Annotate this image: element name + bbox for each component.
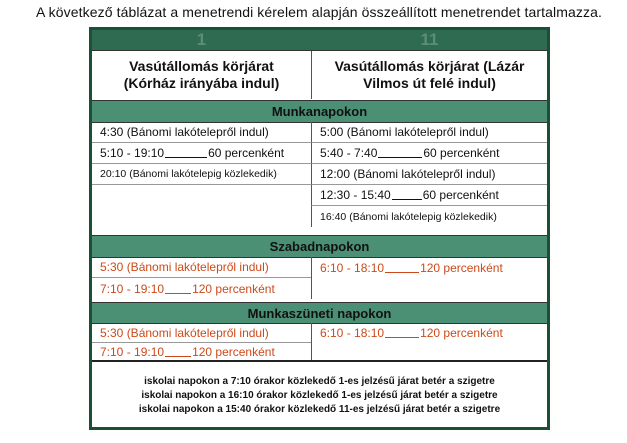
holiday-left-2 xyxy=(92,343,311,360)
section-holiday-label: Munkaszüneti napokon xyxy=(247,305,392,321)
saturday-right-1 xyxy=(311,257,547,278)
workday-row-2 xyxy=(92,143,547,164)
note-1: iskolai napokon a 7:10 órakor közlekedő 1-es jelzésű járat betér a szigetre xyxy=(144,376,495,387)
holiday-left-2-range: 7:10 - 19:10 xyxy=(100,344,165,359)
fill-line xyxy=(165,284,191,294)
route-title-11-line2: Vilmos út felé indul) xyxy=(363,75,496,91)
saturday-right-2-empty xyxy=(311,278,547,299)
section-holiday xyxy=(92,302,547,324)
note-2: iskolai napokon a 16:10 órakor közlekedő 1-es jelzésű járat betér a szigetre xyxy=(141,390,498,401)
section-saturday xyxy=(92,235,547,258)
workday-right-4-freq: 60 percenként xyxy=(422,188,499,202)
workday-left-2-range: 5:10 - 19:10 xyxy=(100,146,165,160)
workday-left-4-empty xyxy=(92,185,311,206)
route-title-1 xyxy=(92,51,311,99)
workday-left-2-freq: 60 percenként xyxy=(208,146,285,160)
saturday-left-2 xyxy=(92,278,311,299)
intro-text: A következő táblázat a menetrendi kérelem alapján összeállított menetrendet tartalmazza. xyxy=(36,4,602,20)
fill-line xyxy=(385,328,419,338)
fill-line xyxy=(385,263,419,273)
saturday-row-1 xyxy=(92,257,547,278)
school-day-notes xyxy=(92,360,547,429)
route-number-row xyxy=(92,30,547,50)
workday-right-2-range: 5:40 - 7:40 xyxy=(320,146,378,160)
fill-line xyxy=(165,347,191,357)
saturday-left-2-freq: 120 percenként xyxy=(192,281,275,296)
workday-row-4 xyxy=(92,185,547,206)
workday-right-3: 12:00 (Bánomi lakótelepről indul) xyxy=(311,164,547,185)
note-3: iskolai napokon a 15:40 órakor közlekedő 11-es jelzésű járat betér a szigetre xyxy=(138,404,501,415)
route-title-1-line1: Vasútállomás körjárat xyxy=(129,58,274,74)
workday-row-1 xyxy=(92,122,547,143)
route-number-1: 1 xyxy=(92,30,311,50)
workday-right-4-range: 12:30 - 15:40 xyxy=(320,188,391,202)
route-title-1-line2: (Kórház irányába indul) xyxy=(123,75,280,91)
holiday-left-1: 5:30 (Bánomi lakótelepről indul) xyxy=(92,323,311,343)
route-number-11: 11 xyxy=(311,30,547,50)
section-workday xyxy=(92,100,547,123)
holiday-left-2-freq: 120 percenként xyxy=(192,344,275,359)
holiday-right-1-range: 6:10 - 18:10 xyxy=(320,326,385,340)
workday-right-2-freq: 60 percenként xyxy=(423,146,500,160)
holiday-row-2 xyxy=(92,343,547,360)
section-saturday-label: Szabadnapokon xyxy=(269,239,370,254)
holiday-right-1-freq: 120 percenként xyxy=(420,326,503,340)
holiday-right-2-empty xyxy=(311,343,547,360)
route-title-row xyxy=(92,50,547,99)
saturday-right-1-range: 6:10 - 18:10 xyxy=(320,260,385,275)
workday-left-1: 4:30 (Bánomi lakótelepről indul) xyxy=(92,122,311,143)
saturday-right-1-freq: 120 percenként xyxy=(420,260,503,275)
holiday-right-1 xyxy=(311,323,547,343)
saturday-row-2 xyxy=(92,278,547,299)
fill-line xyxy=(378,148,422,158)
fill-line xyxy=(165,148,207,158)
workday-row-3 xyxy=(92,164,547,185)
workday-right-1: 5:00 (Bánomi lakótelepről indul) xyxy=(311,122,547,143)
timetable xyxy=(89,27,550,430)
section-workday-label: Munkanapokon xyxy=(271,104,368,119)
workday-left-3: 20:10 (Bánomi lakótelepig közlekedik) xyxy=(92,164,311,185)
workday-right-2 xyxy=(311,143,547,164)
workday-left-2 xyxy=(92,143,311,164)
workday-left-5-empty xyxy=(92,206,311,227)
route-title-11-line1: Vasútállomás körjárat (Lázár xyxy=(334,58,525,74)
workday-row-5 xyxy=(92,206,547,227)
saturday-left-2-range: 7:10 - 19:10 xyxy=(100,281,165,296)
saturday-left-1: 5:30 (Bánomi lakótelepről indul) xyxy=(92,257,311,278)
route-title-11 xyxy=(311,51,547,99)
holiday-row-1 xyxy=(92,323,547,343)
workday-right-5: 16:40 (Bánomi lakótelepig közlekedik) xyxy=(311,206,547,227)
workday-right-4 xyxy=(311,185,547,206)
fill-line xyxy=(392,190,422,200)
